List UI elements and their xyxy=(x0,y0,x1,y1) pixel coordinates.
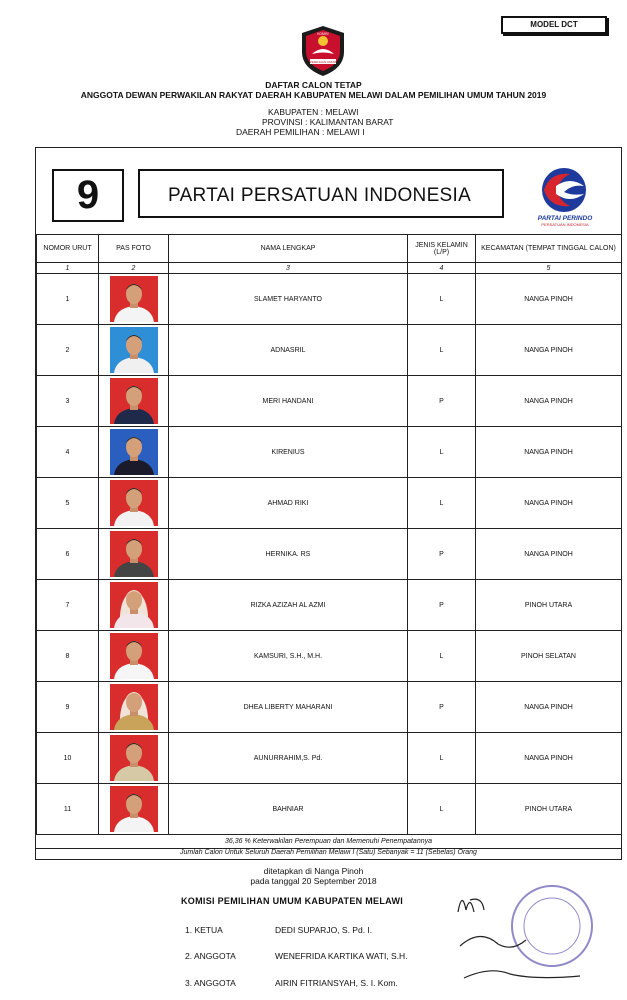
candidate-number: 2 xyxy=(37,325,99,376)
representation-note: 36,36 % Keterwakilan Perempuan dan Memenuhi Penempatannya xyxy=(36,838,621,849)
candidate-photo-cell xyxy=(99,682,169,733)
header-nomor-urut: NOMOR URUT xyxy=(37,235,99,263)
candidate-gender: L xyxy=(408,274,476,325)
column-number: 1 xyxy=(37,263,99,274)
candidate-name: BAHNIAR xyxy=(169,784,408,835)
signatures-and-stamp xyxy=(440,882,610,992)
candidate-gender: L xyxy=(408,733,476,784)
signatory-name: DEDI SUPARJO, S. Pd. I. xyxy=(275,925,373,935)
total-candidates-note: Jumlah Calon Untuk Seluruh Daerah Pemilihan Melawi I (Satu) Sebanyak = 11 (Sebelas) Orang xyxy=(180,849,477,856)
candidate-kecamatan: NANGA PINOH xyxy=(476,733,622,784)
signatory-name: WENEFRIDA KARTIKA WATI, S.H. xyxy=(275,951,408,961)
candidate-name: KIRENIUS xyxy=(169,427,408,478)
candidate-name: AUNURRAHIM,S. Pd. xyxy=(169,733,408,784)
party-name: PARTAI PERSATUAN INDONESIA xyxy=(138,169,504,218)
candidate-photo-cell xyxy=(99,274,169,325)
candidate-photo xyxy=(110,633,158,679)
signatory-role: 1. KETUA xyxy=(185,925,223,935)
candidate-photo-cell xyxy=(99,631,169,682)
party-number: 9 xyxy=(52,169,124,222)
logo-text-bottom: PEMILIHAN UMUM xyxy=(309,60,337,64)
ditetapkan-text: ditetapkan di Nanga Pinoh xyxy=(263,866,364,876)
signatory-role: 3. ANGGOTA xyxy=(185,978,236,988)
candidate-photo xyxy=(110,276,158,322)
candidate-kecamatan: NANGA PINOH xyxy=(476,274,622,325)
column-number: 2 xyxy=(99,263,169,274)
candidate-name: RIZKA AZIZAH AL AZMI xyxy=(169,580,408,631)
table-row xyxy=(37,733,622,784)
candidate-photo xyxy=(110,327,158,373)
candidate-kecamatan: PINOH UTARA xyxy=(476,580,622,631)
candidate-photo-cell xyxy=(99,580,169,631)
candidate-number: 3 xyxy=(37,376,99,427)
candidate-number: 5 xyxy=(37,478,99,529)
candidate-number: 1 xyxy=(37,274,99,325)
candidate-name: KAMSURI, S.H., M.H. xyxy=(169,631,408,682)
dapil-line: DAERAH PEMILIHAN : MELAWI I xyxy=(236,127,365,137)
candidate-kecamatan: NANGA PINOH xyxy=(476,376,622,427)
candidate-gender: P xyxy=(408,580,476,631)
table-row xyxy=(37,427,622,478)
candidate-number: 7 xyxy=(37,580,99,631)
column-number: 4 xyxy=(408,263,476,274)
candidate-number: 8 xyxy=(37,631,99,682)
candidate-gender: L xyxy=(408,478,476,529)
header-pas-foto: PAS FOTO xyxy=(99,235,169,263)
candidate-gender: L xyxy=(408,427,476,478)
candidate-number: 4 xyxy=(37,427,99,478)
candidate-photo xyxy=(110,582,158,628)
document-title: DAFTAR CALON TETAP xyxy=(265,80,362,90)
candidate-photo xyxy=(110,735,158,781)
table-row xyxy=(37,529,622,580)
candidate-photo xyxy=(110,684,158,730)
column-number-row xyxy=(37,263,622,274)
table-row xyxy=(37,274,622,325)
candidate-number: 11 xyxy=(37,784,99,835)
candidate-photo-cell xyxy=(99,478,169,529)
candidate-gender: P xyxy=(408,529,476,580)
table-row xyxy=(37,682,622,733)
candidate-photo xyxy=(110,786,158,832)
candidate-kecamatan: PINOH UTARA xyxy=(476,784,622,835)
candidate-photo xyxy=(110,531,158,577)
header-jenis-kelamin: JENIS KELAMIN (L/P) xyxy=(408,235,476,263)
kabupaten-line: KABUPATEN : MELAWI xyxy=(268,107,359,117)
candidate-gender: L xyxy=(408,325,476,376)
candidate-gender: P xyxy=(408,376,476,427)
candidate-name: SLAMET HARYANTO xyxy=(169,274,408,325)
provinsi-line: PROVINSI : KALIMANTAN BARAT xyxy=(262,117,394,127)
candidate-kecamatan: NANGA PINOH xyxy=(476,529,622,580)
candidate-photo xyxy=(110,378,158,424)
candidate-kecamatan: NANGA PINOH xyxy=(476,682,622,733)
table-row xyxy=(37,784,622,835)
table-row xyxy=(37,478,622,529)
candidate-gender: P xyxy=(408,682,476,733)
column-number: 3 xyxy=(169,263,408,274)
candidate-number: 10 xyxy=(37,733,99,784)
candidate-kecamatan: NANGA PINOH xyxy=(476,325,622,376)
table-row xyxy=(37,631,622,682)
party-logo-sub: PERSATUAN INDONESIA xyxy=(541,222,589,227)
candidate-photo xyxy=(110,429,158,475)
komisi-title: KOMISI PEMILIHAN UMUM KABUPATEN MELAWI xyxy=(181,896,404,906)
candidate-photo-cell xyxy=(99,733,169,784)
candidate-number: 6 xyxy=(37,529,99,580)
signatory-name: AIRIN FITRIANSYAH, S. I. Kom. xyxy=(275,978,398,988)
candidate-gender: L xyxy=(408,784,476,835)
candidate-kecamatan: NANGA PINOH xyxy=(476,478,622,529)
header-nama-lengkap: NAMA LENGKAP xyxy=(169,235,408,263)
signatory-role: 2. ANGGOTA xyxy=(185,951,236,961)
table-row xyxy=(37,376,622,427)
kpu-logo-icon xyxy=(298,24,348,78)
candidate-photo-cell xyxy=(99,784,169,835)
perindo-logo-icon xyxy=(536,166,592,214)
party-logo-label: PARTAI PERINDO xyxy=(537,215,593,222)
signature-anggota-2 xyxy=(464,971,580,978)
candidate-number: 9 xyxy=(37,682,99,733)
candidate-name: ADNASRIL xyxy=(169,325,408,376)
candidate-photo-cell xyxy=(99,376,169,427)
table-row xyxy=(37,580,622,631)
candidate-name: AHMAD RIKI xyxy=(169,478,408,529)
candidate-photo xyxy=(110,480,158,526)
header-kecamatan: KECAMATAN (TEMPAT TINGGAL CALON) xyxy=(476,235,622,263)
signature-ketua xyxy=(458,899,484,912)
tanggal-text: pada tanggal 20 September 2018 xyxy=(250,876,377,886)
candidate-kecamatan: NANGA PINOH xyxy=(476,427,622,478)
logo-text-top: KOMISI xyxy=(317,32,329,36)
candidate-name: MERI HANDANI xyxy=(169,376,408,427)
document-subtitle: ANGGOTA DEWAN PERWAKILAN RAKYAT DAERAH KABUPATEN MELAWI DALAM PEMILIHAN UMUM TAHUN 2019 xyxy=(80,90,547,100)
candidate-kecamatan: PINOH SELATAN xyxy=(476,631,622,682)
candidate-gender: L xyxy=(408,631,476,682)
table-row xyxy=(37,325,622,376)
candidate-photo-cell xyxy=(99,529,169,580)
candidate-name: HERNIKA. RS xyxy=(169,529,408,580)
table-header-row xyxy=(37,235,622,263)
candidate-photo-cell xyxy=(99,325,169,376)
candidate-name: DHEA LIBERTY MAHARANI xyxy=(169,682,408,733)
column-number: 5 xyxy=(476,263,622,274)
model-label: MODEL DCT xyxy=(501,16,607,34)
candidate-table xyxy=(36,234,622,835)
candidate-photo-cell xyxy=(99,427,169,478)
